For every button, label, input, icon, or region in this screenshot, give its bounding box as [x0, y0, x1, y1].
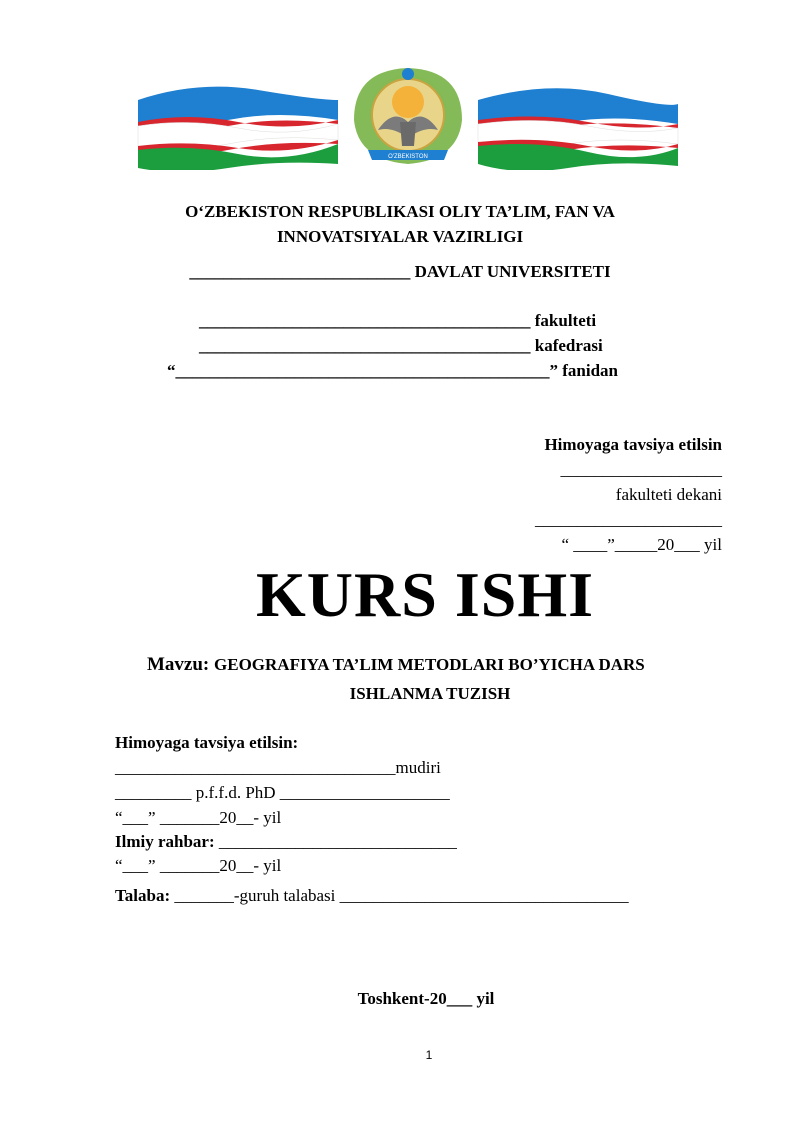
- page-number: 1: [425, 1048, 433, 1062]
- ministry-line-1: O‘ZBEKISTON RESPUBLIKASI OLIY TA’LIM, FAN VA: [185, 202, 615, 221]
- student-label: Talaba:: [115, 886, 171, 905]
- document-title: KURS ISHI: [256, 559, 594, 630]
- head-date: “___” _______20__- yil: [115, 808, 282, 827]
- advisor-line: [115, 832, 457, 852]
- topic-line-1: [147, 654, 645, 676]
- advisor-date: “___” _______20__- yil: [115, 856, 282, 875]
- topic-label: Mavzu:: [147, 654, 210, 675]
- student-line: [115, 886, 629, 906]
- degree-line: _________ p.f.f.d. PhD ____________________: [115, 783, 450, 802]
- head-approval-heading: Himoyaga tavsiya etilsin:: [115, 733, 299, 752]
- advisor-blank: ____________________________: [214, 832, 457, 851]
- university-line: __________________________ DAVLAT UNIVERSITETI: [189, 262, 611, 281]
- dean-name-blank: ______________________: [535, 510, 722, 529]
- topic-text-1: GEOGRAFIYA TA’LIM METODLARI BO’YICHA DARS: [214, 655, 645, 674]
- city-year: Toshkent-20___ yil: [357, 989, 495, 1008]
- state-emblem-logo: [128, 60, 688, 170]
- emblem-banner-text: O'ZBEKISTON: [388, 154, 428, 160]
- topic-line-2: ISHLANMA TUZISH: [349, 684, 511, 703]
- subject-line: “____________________________________________” fanidan: [167, 361, 618, 380]
- department-line: _______________________________________ kafedrasi: [199, 336, 603, 355]
- dean-role: fakulteti dekani: [615, 485, 722, 504]
- dean-signature-blank: ___________________: [560, 460, 722, 479]
- student-blank: _______-guruh talabasi __________________________________: [170, 886, 629, 905]
- dean-date: “ ____”_____20___ yil: [561, 535, 722, 554]
- faculty-line: _______________________________________ fakulteti: [199, 311, 597, 330]
- emblem-flag-icon: [128, 60, 688, 170]
- ministry-line-2: INNOVATSIYALAR VAZIRLIGI: [276, 227, 524, 246]
- head-of-department-line: _________________________________mudiri: [115, 758, 441, 777]
- advisor-label: Ilmiy rahbar:: [115, 832, 215, 851]
- dean-approval-heading: Himoyaga tavsiya etilsin: [544, 435, 722, 454]
